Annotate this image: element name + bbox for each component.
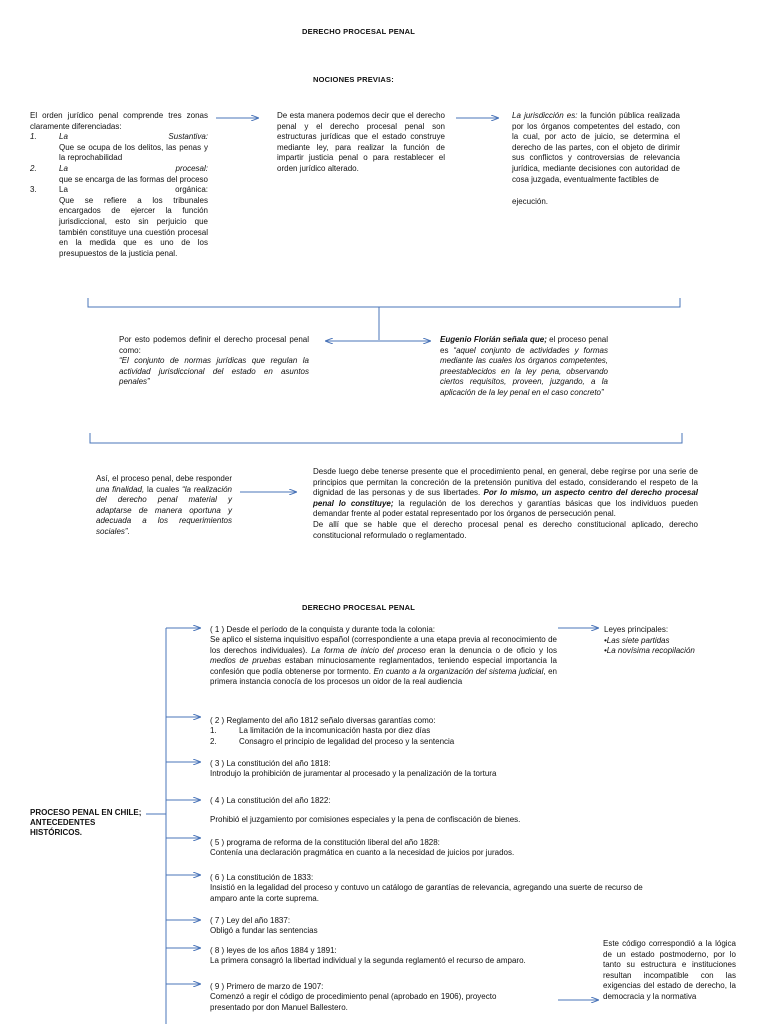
hist-item-9: ( 9 ) Primero de marzo de 1907: Comenzó a regir el código de procedimiento penal (aprobado en 1906), proyecto presentado por don Manuel Ballestero. bbox=[210, 982, 497, 1012]
hist-item-6: ( 6 ) La constitución de 1833: Insistió en la legalidad del proceso y contuvo un catálogo de garantías de relevancia, agregando una suerte de recurso de amparo ante la corte suprema. bbox=[210, 873, 643, 903]
box-jurisdiccion-tail: ejecución. bbox=[512, 197, 549, 207]
box-estructuras: De esta manera podemos decir que el derecho penal y el derecho procesal penal son estructuras jurídicas que el estado construye mediante ley, para realizar la función de impartir justicia penal o para restablecer el orden jurídico alterado. bbox=[277, 111, 445, 173]
brace-mid bbox=[90, 433, 682, 443]
box-principios: Desde luego debe tenerse presente que el procedimiento penal, en general, debe regirse por una serie de principios que permitan la concreción de la pretensión punitiva del estado, considerando el respeto de la dignidad de las personas y de sus libertades. Por lo mismo, un aspecto centro del derecho procesal penal lo constituye; la regulación de los derechos y garantías básicas que los individuos pueden demandar frente al poder estatal representado por los órganos de persecución penal. De allí que se hable que el derecho procesal penal es derecho constitucional aplicado, derecho constitucional reformulado o reglamentado. bbox=[313, 467, 699, 540]
box-orden-juridico bbox=[30, 111, 208, 259]
hist-item-2: ( 2 ) Reglamento del año 1812 señalo diversas garantías como: 1. La limitación de la incomunicación hasta por diez días 2. Consagro el principio de legalidad del proceso y la sentencia bbox=[210, 716, 455, 746]
box-florian: Eugenio Florián señala que; el proceso penal es “aquel conjunto de actividades y formas mediante las cuales los órganos competentes, preestablecidos en la ley pena, observando ciertos requisitos, proveen, juzgando, a la aplicación de la ley penal en el caso concreto” bbox=[440, 335, 609, 397]
hist-item-1: ( 1 ) Desde el período de la conquista y durante toda la colonia: Se aplico el sistema inquisitivo español (correspondiente a una etapa previa al reconocimiento de los derechos individuales). La forma de inicio del proceso eran la denuncia o de oficio y los medios de pruebas estaban minuciosamente reglamentados, teniendo especial importancia la confesión que podía obtenerse por tormento. En cuanto a la organización del sistema judicial, en primera instancia conocía de los procesos un oidor de la real audiencia bbox=[210, 625, 558, 687]
hist-item-7: ( 7 ) Ley del año 1837: Obligó a fundar las sentencias bbox=[210, 916, 318, 936]
box-intro: El orden jurídico penal comprende tres zonas claramente diferenciadas: bbox=[30, 111, 208, 131]
left-label: PROCESO PENAL EN CHILE; ANTECEDENTES HISTÓRICOS. bbox=[30, 808, 142, 837]
box-jurisdiccion: La jurisdicción es: la función pública realizada por los órganos competentes del estado, con la cual, por acto de juicio, se determina el derecho de las partes, con el objeto de dirimir sus conflictos y controversias de relevancia jurídica, mediante decisiones con autoridad de cosa juzgada, eventualmente factibles de ejecución. bbox=[512, 111, 680, 207]
zone-item-2: 2. La procesal: que se encarga de las formas del proceso bbox=[30, 163, 208, 184]
hist-item-3: ( 3 ) La constitución del año 1818: Introdujo la prohibición de juramentar al procesado y la penalización de la tortura bbox=[210, 759, 497, 779]
box-definicion: Por esto podemos definir el derecho procesal penal como: “El conjunto de normas jurídicas que regulan la actividad jurisdiccional del estado en asuntos penales” bbox=[119, 335, 309, 387]
section-title-bottom: DERECHO PROCESAL PENAL bbox=[302, 603, 416, 612]
hist-item-5: ( 5 ) programa de reforma de la constitución liberal del año 1828: Contenía una declaración pragmática en cuanto a la necesidad de juicios por jurados. bbox=[210, 838, 515, 858]
box-finalidad: Así, el proceso penal, debe responder una finalidad, la cuales “la realización del derecho penal material y adaptarse de manera oportuna y adecuada a los requerimientos sociales”. bbox=[96, 474, 233, 536]
zone-item-1: 1. La Sustantiva: Que se ocupa de los delitos, las penas y la reprochabilidad bbox=[30, 132, 208, 163]
section-subtitle: NOCIONES PREVIAS: bbox=[313, 75, 394, 84]
page-title: DERECHO PROCESAL PENAL bbox=[302, 27, 416, 36]
brace-top bbox=[88, 298, 680, 307]
zone-item-3: 3. La orgánica: Que se refiere a los tribunales encargados de ejercer la función jurisdiccional, esto sin perjuicio que también constituye una cuestión procesal en la medida que es uno de los presupuestos de la justicia penal. bbox=[30, 185, 208, 258]
leyes-principales: Leyes principales: •Las siete partidas •La novísima recopilación bbox=[604, 625, 695, 656]
hist-item-8: ( 8 ) leyes de los años 1884 y 1891: La primera consagró la libertad individual y la segunda reglamentó el recurso de amparo. bbox=[210, 946, 526, 966]
hist-item-4: ( 4 ) La constitución del año 1822: Prohibió el juzgamiento por comisiones especiales y la pena de confiscación de bienes. bbox=[210, 796, 521, 825]
right-note: Este código correspondió a la lógica de un estado postmoderno, por lo tanto su estructura e instituciones resultan incompatible con las exigencias del estado de derecho, la democracia y la normativa bbox=[603, 939, 736, 1001]
